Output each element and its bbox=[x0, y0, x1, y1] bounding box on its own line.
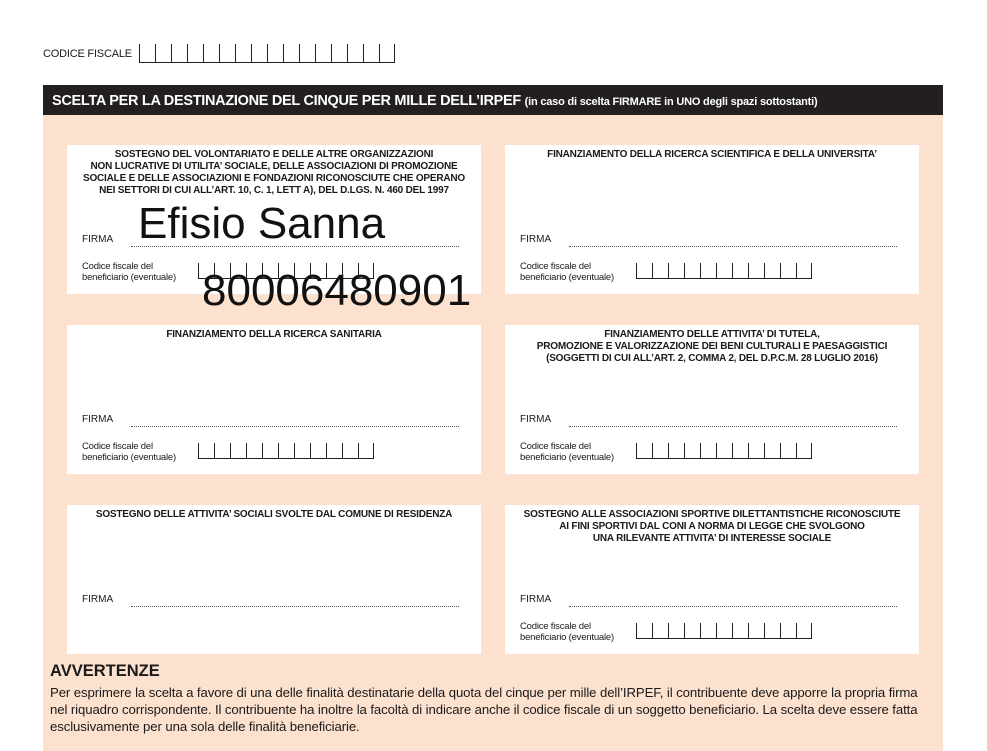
cf-beneficiario-cell[interactable] bbox=[700, 443, 716, 459]
cf-beneficiario-cell[interactable] bbox=[716, 443, 732, 459]
box-associazioni-sportive bbox=[505, 505, 919, 654]
box-title: SOSTEGNO DELLE ATTIVITA’ SOCIALI SVOLTE DAL COMUNE DI RESIDENZA bbox=[95, 509, 453, 520]
cf-beneficiario-cell[interactable] bbox=[342, 443, 358, 459]
firma-label: FIRMA bbox=[520, 414, 552, 425]
cf-beneficiario-cell[interactable] bbox=[310, 443, 326, 459]
cf-beneficiario-cell[interactable] bbox=[198, 443, 214, 459]
handwritten-signature: Efisio Sanna bbox=[138, 199, 386, 248]
codice-fiscale-cell[interactable] bbox=[363, 44, 379, 63]
box-beni-culturali bbox=[505, 325, 919, 474]
codice-fiscale-cell[interactable] bbox=[187, 44, 203, 63]
cf-beneficiario-cell[interactable] bbox=[700, 623, 716, 639]
box-title: SOSTEGNO DEL VOLONTARIATO E DELLE ALTRE ORGANIZZAZIONI NON LUCRATIVE DI UTILITA’ SOCIALE, DELLE ASSOCIAZIONI DI PROMOZIONE SOCIALE E DELLE ASSOCIAZIONI E FONDAZIONI RICONOSCIUTE CHE OPERANO NEI SETTORI DI CUI ALL’ART. 10, C. 1, LETT A), DEL D.LGS. N. 460 DEL 1997 bbox=[82, 149, 465, 196]
section-note: (in caso di scelta FIRMARE in UNO degli spazi sottostanti) bbox=[524, 96, 818, 108]
cf-beneficiario-cell[interactable] bbox=[748, 263, 764, 279]
cf-beneficiario-cell[interactable] bbox=[652, 623, 668, 639]
cf-beneficiario-cell[interactable] bbox=[636, 443, 652, 459]
section-title-bar bbox=[43, 85, 943, 115]
box-comune-residenza bbox=[67, 505, 481, 654]
avvertenze-text: Per esprimere la scelta a favore di una delle finalità destinatarie della quota del cinque per mille dell’IRPEF, il contribuente deve apporre la propria firma nel riquadro corrispondente. Il contribuente ha inoltre la facoltà di indicare anche il codice fiscale di un soggetto beneficiario. La scelta deve essere fatta esclusivamente per una sola delle finalità beneficiarie. bbox=[50, 685, 918, 734]
firma-label: FIRMA bbox=[520, 594, 552, 605]
cf-beneficiario-label: Codice fiscale del beneficiario (eventuale) bbox=[520, 621, 614, 643]
cf-beneficiario-label: Codice fiscale del beneficiario (eventuale) bbox=[520, 261, 614, 283]
box-title: FINANZIAMENTO DELLA RICERCA SCIENTIFICA E DELLA UNIVERSITA’ bbox=[547, 149, 877, 160]
cf-beneficiario-cell[interactable] bbox=[700, 263, 716, 279]
box-title: FINANZIAMENTO DELLE ATTIVITA’ DI TUTELA, PROMOZIONE E VALORIZZAZIONE DEI BENI CULTURALI E PAESAGGISTICI (SOGGETTI DI CUI ALL’ART. 2, COMMA 2, DEL D.P.C.M. 28 LUGLIO 2016) bbox=[536, 329, 888, 364]
codice-fiscale-cell[interactable] bbox=[203, 44, 219, 63]
cf-beneficiario-label: Codice fiscale del beneficiario (eventuale) bbox=[82, 441, 176, 463]
cf-beneficiario-cell[interactable] bbox=[262, 443, 278, 459]
codice-fiscale-cell[interactable] bbox=[379, 44, 395, 63]
box-ricerca-sanitaria bbox=[67, 325, 481, 474]
cf-beneficiario-cell[interactable] bbox=[780, 443, 796, 459]
firma-label: FIRMA bbox=[82, 414, 114, 425]
firma-label: FIRMA bbox=[520, 234, 552, 245]
cf-beneficiario-cell[interactable] bbox=[764, 443, 780, 459]
firma-line[interactable] bbox=[569, 606, 897, 607]
cf-beneficiario-cell[interactable] bbox=[326, 443, 342, 459]
cf-beneficiario-cell[interactable] bbox=[716, 263, 732, 279]
cf-beneficiario-cell[interactable] bbox=[764, 263, 780, 279]
cf-beneficiario-cell[interactable] bbox=[652, 263, 668, 279]
cf-beneficiario-cell[interactable] bbox=[668, 263, 684, 279]
codice-fiscale-cell[interactable] bbox=[347, 44, 363, 63]
cf-beneficiario-cell[interactable] bbox=[780, 623, 796, 639]
section-title: SCELTA PER LA DESTINAZIONE DEL CINQUE PER MILLE DELL’IRPEF bbox=[52, 93, 521, 109]
codice-fiscale-cell[interactable] bbox=[235, 44, 251, 63]
cf-beneficiario-cell[interactable] bbox=[716, 623, 732, 639]
firma-label: FIRMA bbox=[82, 234, 114, 245]
cf-beneficiario-cell[interactable] bbox=[230, 443, 246, 459]
codice-fiscale-cell[interactable] bbox=[267, 44, 283, 63]
cf-beneficiario-cell[interactable] bbox=[278, 443, 294, 459]
codice-fiscale-cell[interactable] bbox=[331, 44, 347, 63]
firma-line[interactable] bbox=[131, 426, 459, 427]
cf-beneficiario-cell[interactable] bbox=[246, 443, 262, 459]
cf-beneficiario-cell[interactable] bbox=[748, 623, 764, 639]
codice-fiscale-cell[interactable] bbox=[251, 44, 267, 63]
codice-fiscale-label: CODICE FISCALE bbox=[43, 48, 132, 60]
firma-line[interactable] bbox=[569, 426, 897, 427]
cf-beneficiario-cell[interactable] bbox=[796, 443, 812, 459]
cf-beneficiario-cell[interactable] bbox=[684, 443, 700, 459]
cf-beneficiario-cell[interactable] bbox=[684, 623, 700, 639]
cf-beneficiario-cell[interactable] bbox=[764, 623, 780, 639]
firma-line[interactable] bbox=[569, 246, 897, 247]
codice-fiscale-cell[interactable] bbox=[155, 44, 171, 63]
cf-beneficiario-input[interactable] bbox=[636, 443, 812, 461]
cf-beneficiario-cell[interactable] bbox=[684, 263, 700, 279]
box-title: FINANZIAMENTO DELLA RICERCA SANITARIA bbox=[166, 329, 382, 340]
cf-beneficiario-cell[interactable] bbox=[358, 443, 374, 459]
cf-beneficiario-cell[interactable] bbox=[636, 263, 652, 279]
box-title: SOSTEGNO ALLE ASSOCIAZIONI SPORTIVE DILETTANTISTICHE RICONOSCIUTE AI FINI SPORTIVI DAL CONI A NORMA DI LEGGE CHE SVOLGONO UNA RILEVANTE ATTIVITA’ DI INTERESSE SOCIALE bbox=[523, 509, 901, 544]
codice-fiscale-cell[interactable] bbox=[315, 44, 331, 63]
cf-beneficiario-cell[interactable] bbox=[732, 623, 748, 639]
cf-beneficiario-label: Codice fiscale del beneficiario (eventuale) bbox=[520, 441, 614, 463]
cf-beneficiario-cell[interactable] bbox=[294, 443, 310, 459]
cf-beneficiario-cell[interactable] bbox=[668, 623, 684, 639]
cf-beneficiario-input[interactable] bbox=[636, 623, 812, 641]
firma-label: FIRMA bbox=[82, 594, 114, 605]
cf-beneficiario-label: Codice fiscale del beneficiario (eventuale) bbox=[82, 261, 176, 283]
cf-beneficiario-cell[interactable] bbox=[748, 443, 764, 459]
cf-beneficiario-input[interactable] bbox=[636, 263, 812, 281]
codice-fiscale-cell[interactable] bbox=[219, 44, 235, 63]
handwritten-codice-fiscale: 80006480901 bbox=[202, 266, 472, 315]
codice-fiscale-cell[interactable] bbox=[283, 44, 299, 63]
cf-beneficiario-cell[interactable] bbox=[780, 263, 796, 279]
cf-beneficiario-input[interactable] bbox=[198, 443, 374, 461]
box-ricerca-scientifica bbox=[505, 145, 919, 294]
codice-fiscale-cell[interactable] bbox=[171, 44, 187, 63]
codice-fiscale-cell[interactable] bbox=[139, 44, 155, 63]
codice-fiscale-input[interactable] bbox=[139, 44, 395, 64]
cf-beneficiario-cell[interactable] bbox=[652, 443, 668, 459]
cf-beneficiario-cell[interactable] bbox=[732, 263, 748, 279]
cf-beneficiario-cell[interactable] bbox=[214, 443, 230, 459]
cf-beneficiario-cell[interactable] bbox=[636, 623, 652, 639]
cf-beneficiario-cell[interactable] bbox=[796, 263, 812, 279]
cf-beneficiario-cell[interactable] bbox=[668, 443, 684, 459]
cf-beneficiario-cell[interactable] bbox=[796, 623, 812, 639]
avvertenze-title: AVVERTENZE bbox=[50, 662, 160, 680]
cf-beneficiario-cell[interactable] bbox=[732, 443, 748, 459]
codice-fiscale-cell[interactable] bbox=[299, 44, 315, 63]
firma-line[interactable] bbox=[131, 606, 459, 607]
